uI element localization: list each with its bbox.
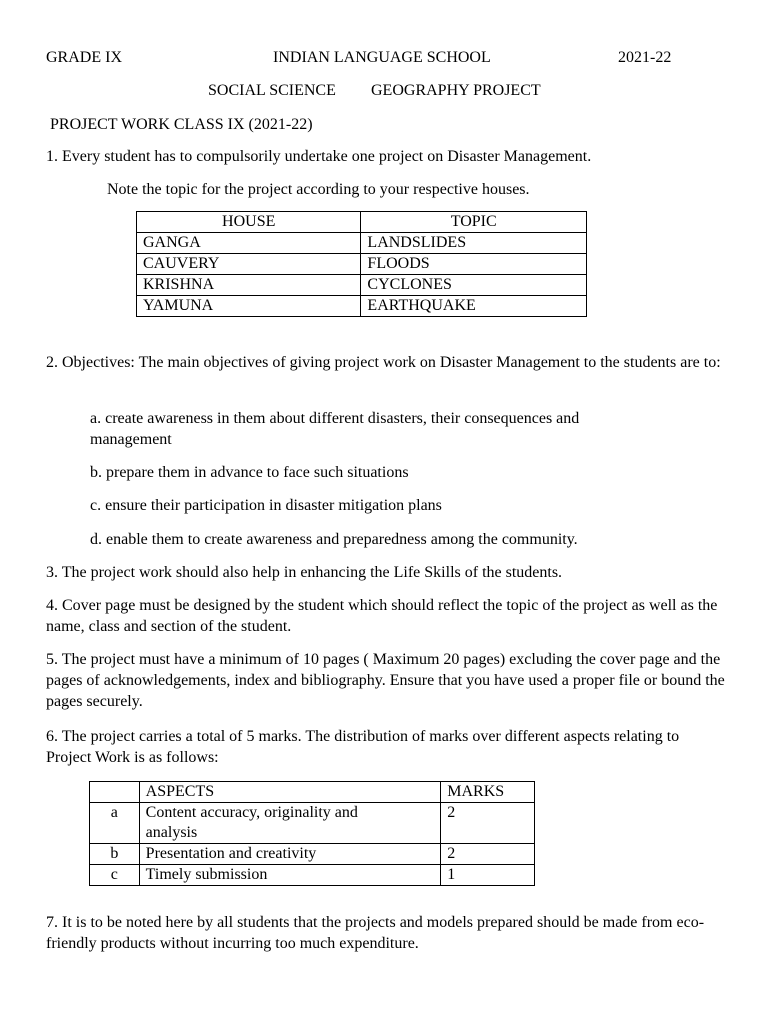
- aspect-cell: Presentation and creativity: [139, 844, 441, 865]
- table-row: [90, 865, 535, 886]
- note-text: Note the topic for the project according to your respective houses.: [107, 181, 530, 198]
- house-topic-table: [136, 211, 587, 317]
- point-1: 1. Every student has to compulsorily undertake one project on Disaster Management.: [46, 148, 592, 165]
- aspect-text: Content accuracy, originality and analysis: [145, 804, 358, 841]
- aspect-cell: Timely submission: [139, 865, 441, 886]
- grade-label: GRADE IX: [46, 49, 122, 66]
- marks-header: MARKS: [441, 782, 535, 803]
- topic-cell: CYCLONES: [361, 275, 587, 296]
- house-header: HOUSE: [137, 212, 361, 233]
- house-cell: KRISHNA: [137, 275, 361, 296]
- objective-b: b. prepare them in advance to face such situations: [90, 464, 409, 481]
- point-2: 2. Objectives: The main objectives of giving project work on Disaster Management to the students are to:: [46, 354, 721, 371]
- table-row: [90, 803, 535, 844]
- aspect-cell: [139, 803, 441, 844]
- objective-c: c. ensure their participation in disaster mitigation plans: [90, 497, 442, 514]
- marks-cell: 1: [441, 865, 535, 886]
- aspects-header: ASPECTS: [139, 782, 441, 803]
- marks-cell: 2: [441, 844, 535, 865]
- table-header-row: [90, 782, 535, 803]
- point-3: 3. The project work should also help in enhancing the Life Skills of the students.: [46, 564, 563, 581]
- index-cell: c: [90, 865, 140, 886]
- objective-a: a. create awareness in them about different disasters, their consequences and management: [90, 410, 580, 448]
- table-row: [137, 254, 587, 275]
- point-7: 7. It is to be noted here by all students that the projects and models prepared should be made from eco-friendly products without incurring too much expenditure.: [46, 914, 705, 952]
- index-cell: b: [90, 844, 140, 865]
- topic-header: TOPIC: [361, 212, 587, 233]
- table-row: [137, 233, 587, 254]
- point-5: 5. The project must have a minimum of 10 pages ( Maximum 20 pages) excluding the cover page and the pages of acknowledgements, index and bibliography. Ensure that you have used a proper file or bound the pages securely.: [46, 651, 725, 710]
- marks-distribution-table: [89, 781, 535, 886]
- table-row: [137, 296, 587, 317]
- marks-cell: 2: [441, 803, 535, 844]
- house-cell: YAMUNA: [137, 296, 361, 317]
- point-4: 4. Cover page must be designed by the student which should reflect the topic of the project as well as the name, class and section of the student.: [46, 597, 718, 635]
- table-row: [137, 275, 587, 296]
- project-type-label: GEOGRAPHY PROJECT: [371, 82, 541, 99]
- subject-label: SOCIAL SCIENCE: [208, 82, 336, 99]
- topic-cell: LANDSLIDES: [361, 233, 587, 254]
- house-cell: GANGA: [137, 233, 361, 254]
- page-title: PROJECT WORK CLASS IX (2021-22): [50, 116, 313, 133]
- topic-cell: EARTHQUAKE: [361, 296, 587, 317]
- index-header: [90, 782, 140, 803]
- table-row: [90, 844, 535, 865]
- point-6: 6. The project carries a total of 5 marks. The distribution of marks over different aspects relating to Project Work is as follows:: [46, 728, 680, 766]
- house-cell: CAUVERY: [137, 254, 361, 275]
- topic-cell: FLOODS: [361, 254, 587, 275]
- objective-d: d. enable them to create awareness and preparedness among the community.: [90, 531, 578, 548]
- index-cell: a: [90, 803, 140, 844]
- academic-year: 2021-22: [618, 49, 672, 66]
- table-header-row: [137, 212, 587, 233]
- school-name: INDIAN LANGUAGE SCHOOL: [273, 49, 491, 66]
